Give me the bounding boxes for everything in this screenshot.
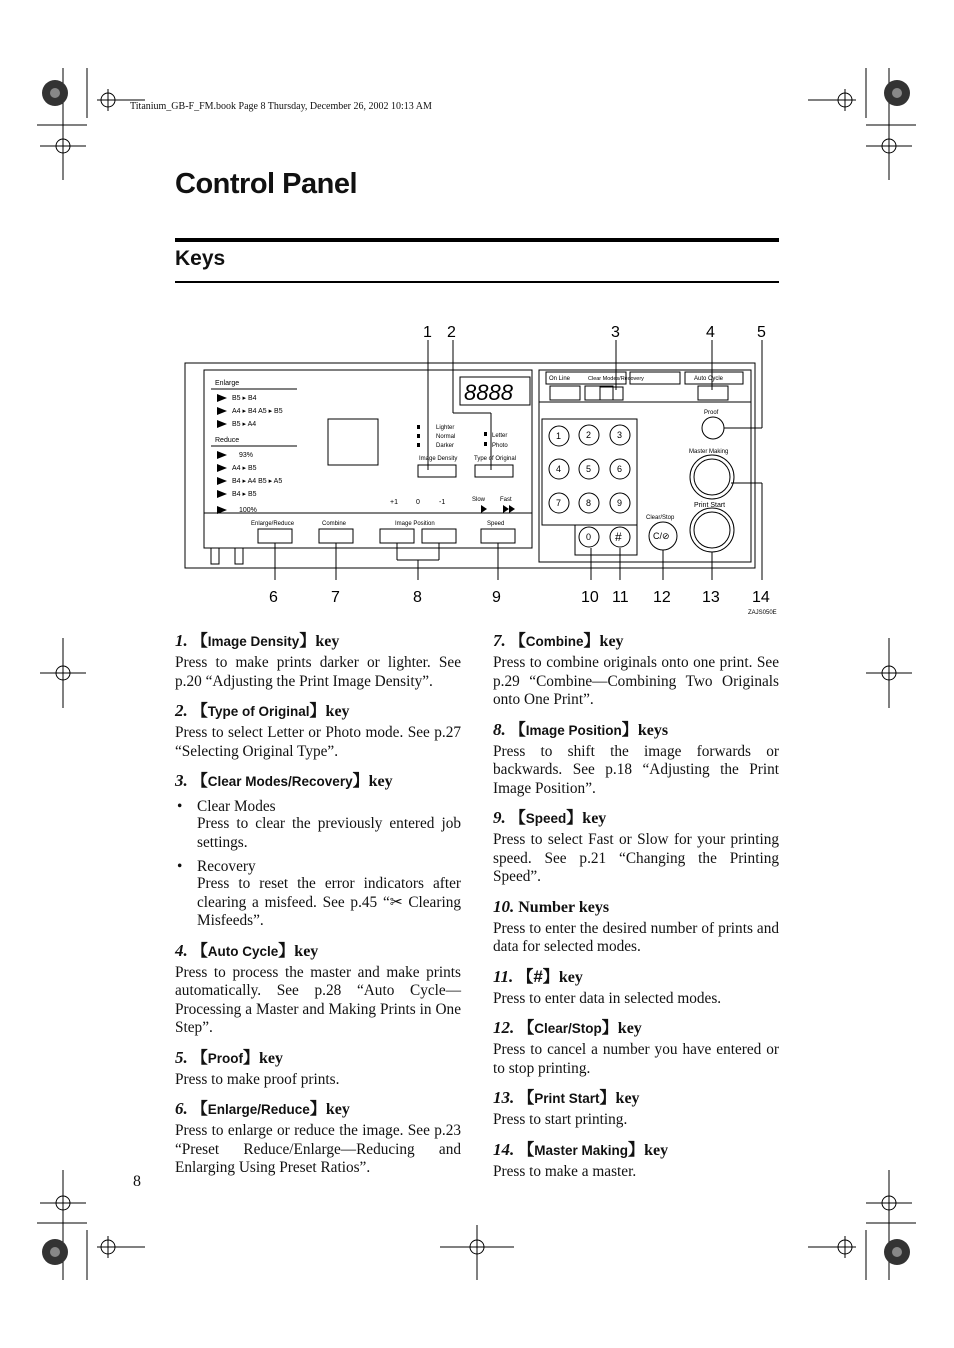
speed-slow: Slow	[472, 497, 486, 503]
key-item: 11. 【#】key Press to enter data in selected modes.	[493, 967, 779, 1009]
keypad-8: 8	[586, 498, 592, 508]
key-description: Press to process the master and make prints automatically. See p.28 “Auto Cycle—Processing a Master and Making Prints in One Step”.	[175, 963, 461, 1036]
callout-8: 8	[413, 589, 422, 606]
control-panel-diagram	[175, 318, 785, 623]
key-description: Press to select Fast or Slow for your printing speed. See p.21 “Changing the Printing Speed”.	[493, 831, 779, 885]
position-0: 0	[416, 499, 420, 506]
key-description: Press to make a master.	[493, 1162, 637, 1180]
key-suffix: key	[325, 1101, 350, 1118]
key-suffix: key	[558, 968, 583, 986]
enlarge-row-3: B5 ▸ A4	[232, 421, 257, 428]
reduce-row-1: 93%	[239, 452, 254, 459]
key-suffix: key	[259, 1049, 284, 1067]
key-item: 4. 【Auto Cycle】key Press to process the master and make prints automatically. See p.28 “Auto Cycle—Processing a Master and Making Prints in One Step”.	[175, 940, 461, 1036]
key-name: Clear Modes/Recovery	[207, 774, 353, 789]
key-number: 7.	[493, 631, 506, 650]
enlarge-row-1: B5 ▸ B4	[232, 395, 257, 402]
key-suffix: keys	[637, 721, 669, 739]
key-number: 6.	[175, 1099, 188, 1118]
key-name: Print Start	[534, 1091, 600, 1106]
type-of-original-label: Type of Original	[474, 456, 517, 462]
key-name: #	[533, 966, 543, 986]
keypad-0: 0	[586, 532, 592, 542]
speed-label: Speed	[487, 521, 505, 527]
callout-1: 1	[423, 324, 432, 341]
key-item: 7. 【Combine】key Press to combine originals onto one print. See p.29 “Combine—Combining Two Originals onto One Print”.	[493, 631, 779, 708]
original-letter: Letter	[492, 433, 508, 439]
key-name: Type of Original	[207, 704, 310, 719]
callout-3: 3	[611, 324, 620, 341]
figure-code: ZAJS050E	[748, 610, 777, 616]
page-number: 8	[133, 1173, 141, 1190]
key-suffix: key	[599, 633, 624, 650]
key-item: 9. 【Speed】key Press to select Fast or Slow for your printing speed. See p.21 “Changing the Printing Speed”.	[493, 808, 779, 885]
reduce-row-4: B4 ▸ B5	[232, 491, 257, 498]
reduce-row-2: A4 ▸ B5	[232, 465, 257, 472]
density-darker: Darker	[436, 443, 455, 449]
key-number: 12.	[493, 1018, 515, 1037]
keypad-2: 2	[586, 430, 592, 440]
book-header: Titanium_GB-F_FM.book Page 8 Thursday, December 26, 2002 10:13 AM	[130, 101, 432, 112]
key-number: 13.	[493, 1088, 515, 1107]
counter-display: 8888	[464, 380, 513, 405]
key-description: Press to shift the image forwards or backwards. See p.18 “Adjusting the Print Image Position”.	[493, 742, 779, 797]
key-number: 2.	[175, 701, 188, 720]
key-description: Press to combine originals onto one print. See p.29 “Combine—Combining Two Originals onto One Print”.	[493, 654, 779, 708]
original-photo: Photo	[492, 443, 508, 449]
callout-13: 13	[702, 589, 720, 606]
key-suffix: key	[582, 810, 607, 827]
key-description: Press to cancel a number you have entered or to stop printing.	[493, 1041, 779, 1077]
key-suffix: key	[644, 1141, 669, 1159]
key-suffix: key	[294, 942, 319, 960]
key-name: Image Position	[525, 722, 622, 738]
position-plus1: +1	[390, 499, 398, 506]
keypad-7: 7	[556, 498, 562, 508]
callout-2: 2	[447, 324, 456, 341]
proof-label: Proof	[704, 410, 719, 416]
density-lighter: Lighter	[436, 425, 455, 431]
section-rule-top	[175, 238, 779, 242]
section-rule-bottom	[175, 281, 779, 283]
enlarge-reduce-label: Enlarge/Reduce	[251, 521, 295, 527]
bullet-title: • Clear Modes	[197, 798, 276, 815]
reduce-row-3: B4 ▸ A4 B5 ▸ A5	[232, 478, 283, 485]
key-number: 8.	[493, 719, 506, 739]
keypad-3: 3	[617, 430, 623, 440]
key-item: 5. 【Proof】key Press to make proof prints.	[175, 1048, 461, 1090]
key-number: 9.	[493, 808, 506, 827]
key-name: Proof	[207, 1050, 244, 1066]
speed-fast: Fast	[500, 497, 512, 503]
bullet-description: Press to reset the error indicators after clearing a misfeed. See p.45 “✂ Clearing Misfeeds”.	[197, 875, 461, 929]
image-position-label: Image Position	[395, 521, 435, 527]
bullet-title: • Recovery	[197, 858, 256, 875]
key-name: Speed	[525, 811, 567, 826]
key-suffix: key	[368, 773, 393, 790]
key-name: Master Making	[534, 1142, 629, 1158]
key-suffix: key	[325, 703, 350, 720]
key-description: Press to make proof prints.	[175, 1070, 340, 1088]
callout-14: 14	[752, 589, 770, 606]
bullet-description: Press to clear the previously entered job settings.	[197, 815, 461, 851]
callout-11: 11	[612, 589, 629, 606]
key-description: Press to enter the desired number of prints and data for selected modes.	[493, 919, 779, 955]
callout-12: 12	[653, 589, 671, 606]
key-item: 13. 【Print Start】key Press to start printing.	[493, 1088, 779, 1130]
key-number: 11.	[493, 966, 514, 986]
key-number: 1.	[175, 631, 188, 650]
key-item: 12. 【Clear/Stop】key Press to cancel a number you have entered or to stop printing.	[493, 1018, 779, 1077]
callout-7: 7	[331, 589, 340, 606]
key-list-right	[493, 631, 779, 1191]
reduce-row-5: 100%	[239, 507, 257, 514]
page-title: Control Panel	[175, 168, 358, 200]
key-description: Press to select Letter or Photo mode. See p.27 “Selecting Original Type”.	[175, 724, 461, 760]
key-description: Press to start printing.	[493, 1111, 628, 1128]
key-suffix: key	[617, 1020, 642, 1037]
density-normal: Normal	[436, 434, 456, 440]
key-name: Auto Cycle	[207, 943, 279, 959]
keypad-6: 6	[617, 464, 623, 474]
key-name: Enlarge/Reduce	[207, 1102, 310, 1117]
bullet-item	[175, 798, 461, 852]
keypad-1: 1	[556, 431, 562, 441]
callout-4: 4	[706, 324, 715, 341]
callout-9: 9	[492, 589, 501, 606]
key-list-left	[175, 631, 461, 1188]
bullet-item	[175, 858, 461, 931]
clear-stop-symbol: C/⊘	[653, 531, 670, 541]
key-number: 4.	[175, 940, 188, 960]
key-suffix: Number keys	[518, 898, 610, 916]
clear-modes-label: Clear Modes/Recovery	[588, 376, 644, 382]
key-item: 8. 【Image Position】keys Press to shift the image forwards or backwards. See p.18 “Adjusting the Print Image Position”.	[493, 719, 779, 797]
section-title: Keys	[175, 247, 226, 270]
key-number: 10.	[493, 896, 515, 916]
key-suffix: key	[615, 1090, 640, 1107]
key-number: 3.	[175, 771, 188, 790]
panel-reduce-label: Reduce	[215, 437, 240, 444]
key-name: Image Density	[207, 634, 300, 649]
callout-10: 10	[581, 589, 599, 606]
key-number: 14.	[493, 1139, 515, 1159]
key-item: 6. 【Enlarge/Reduce】key Press to enlarge or reduce the image. See p.23 “Preset Reduce/Enlarge—Reducing and Enlarging Using Preset Ratios”.	[175, 1099, 461, 1176]
key-description: Press to make prints darker or lighter. See p.20 “Adjusting the Print Image Density”.	[175, 654, 461, 690]
master-making-label: Master Making	[689, 449, 729, 455]
position-minus1: -1	[439, 499, 446, 506]
keypad-4: 4	[556, 464, 562, 474]
keypad-9: 9	[617, 498, 623, 508]
key-description: Press to enter data in selected modes.	[493, 989, 722, 1007]
on-line-label: On Line	[549, 376, 571, 382]
key-suffix: key	[315, 633, 340, 650]
enlarge-row-2: A4 ▸ B4 A5 ▸ B5	[232, 408, 283, 415]
key-description: Press to enlarge or reduce the image. See p.23 “Preset Reduce/Enlarge—Reducing and Enlarging Using Preset Ratios”.	[175, 1122, 461, 1176]
callout-6: 6	[269, 589, 278, 606]
print-start-label: Print Start	[694, 502, 726, 509]
image-density-label: Image Density	[419, 456, 458, 462]
key-item: 2. 【Type of Original】key Press to select Letter or Photo mode. See p.27 “Selecting Original Type”.	[175, 701, 461, 760]
clear-stop-label: Clear/Stop	[646, 515, 675, 521]
key-item: 1. 【Image Density】key Press to make prints darker or lighter. See p.20 “Adjusting the Print Image Density”.	[175, 631, 461, 690]
key-name: Combine	[525, 634, 584, 649]
key-item: 3. 【Clear Modes/Recovery】key • Clear Modes Press to clear the previously entered job settings. • Recovery Press to reset the error indicators after clearing a misfeed. See p.45 “✂ Clearing Misfeeds”.	[175, 771, 461, 931]
panel-enlarge-label: Enlarge	[215, 380, 240, 387]
key-item: 14. 【Master Making】key Press to make a master.	[493, 1140, 779, 1182]
key-name: Clear/Stop	[534, 1021, 602, 1036]
keypad-hash: #	[615, 530, 622, 544]
keypad-5: 5	[586, 464, 592, 474]
key-item	[493, 897, 779, 957]
combine-label: Combine	[322, 521, 347, 527]
auto-cycle-label: Auto Cycle	[694, 376, 724, 382]
callout-5: 5	[757, 324, 766, 341]
key-number: 5.	[175, 1047, 188, 1067]
